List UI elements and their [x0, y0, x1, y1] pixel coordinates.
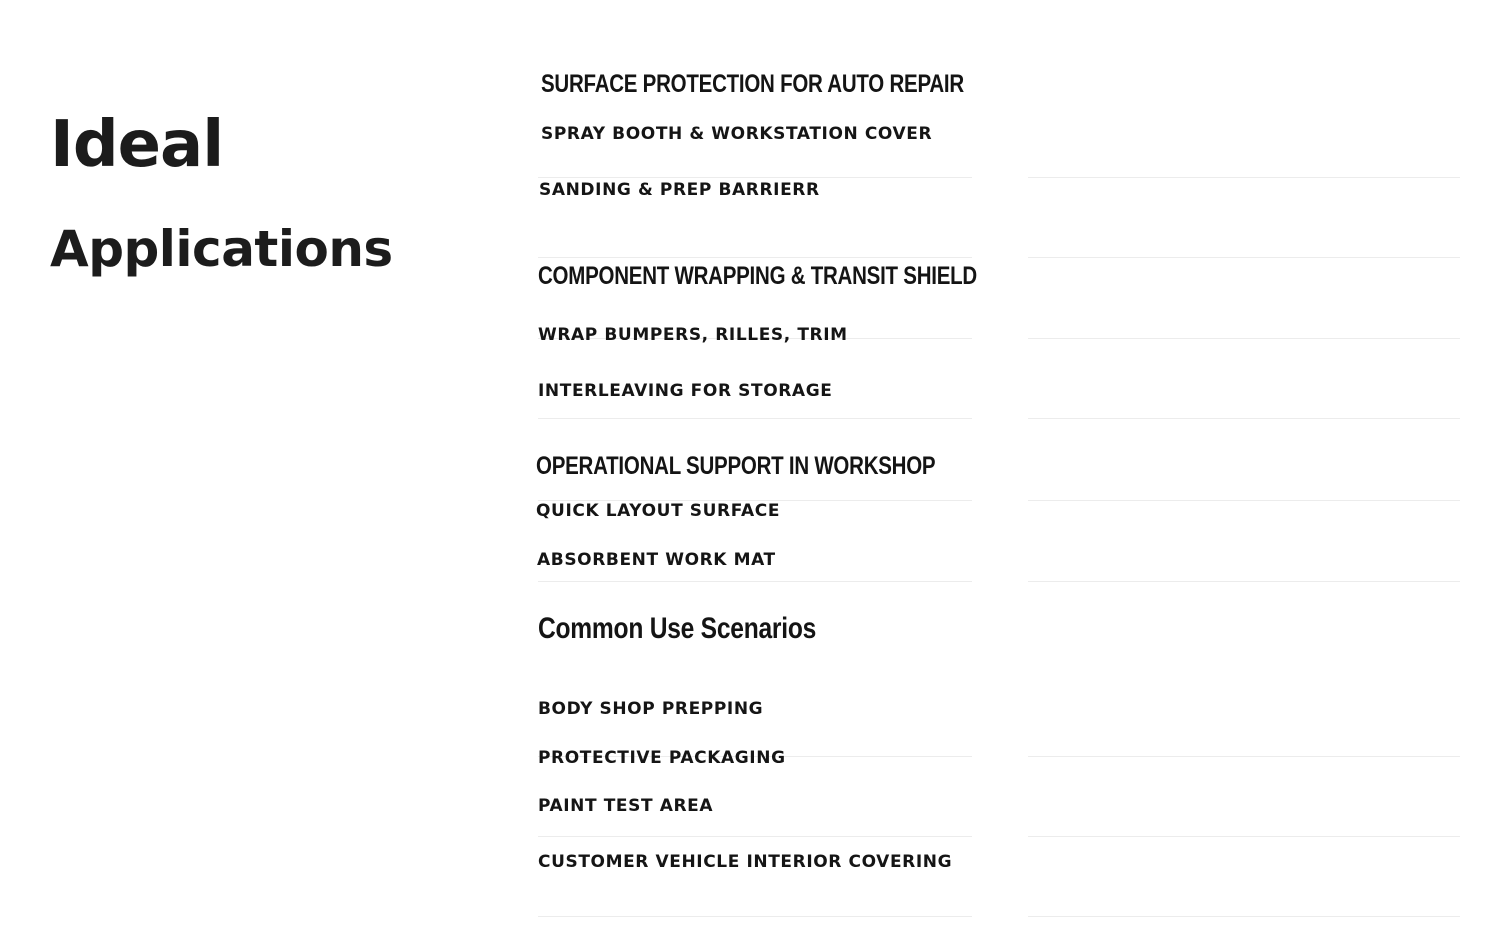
- divider: [1028, 257, 1460, 258]
- divider: [538, 581, 972, 582]
- divider: [538, 177, 972, 178]
- section-heading-component-wrapping: COMPONENT WRAPPING & TRANSIT SHIELD: [538, 262, 977, 290]
- divider: [538, 836, 972, 837]
- list-item: QUICK LAYOUT SURFACE: [536, 501, 781, 521]
- section-heading-surface-protection: SURFACE PROTECTION FOR AUTO REPAIR: [541, 70, 964, 98]
- divider: [1028, 177, 1460, 178]
- divider: [538, 916, 972, 917]
- list-item: PROTECTIVE PACKAGING: [538, 748, 786, 768]
- section-heading-common-use-scenarios: Common Use Scenarios: [538, 612, 817, 645]
- list-item: CUSTOMER VEHICLE INTERIOR COVERING: [538, 852, 953, 872]
- divider: [1028, 916, 1460, 917]
- list-item: WRAP BUMPERS, RILLES, TRIM: [538, 325, 848, 345]
- divider: [1028, 500, 1460, 501]
- list-item: INTERLEAVING FOR STORAGE: [538, 381, 833, 401]
- divider: [1028, 338, 1460, 339]
- list-item: PAINT TEST AREA: [538, 796, 714, 816]
- divider: [1028, 836, 1460, 837]
- section-heading-operational-support: OPERATIONAL SUPPORT IN WORKSHOP: [536, 452, 936, 480]
- divider: [1028, 756, 1460, 757]
- list-item: BODY SHOP PREPPING: [538, 699, 764, 719]
- divider: [1028, 581, 1460, 582]
- list-item: ABSORBENT WORK MAT: [537, 550, 776, 570]
- list-item: SPRAY BOOTH & WORKSTATION COVER: [541, 124, 933, 144]
- divider: [538, 418, 972, 419]
- list-item: SANDING & PREP BARRIERR: [539, 180, 820, 200]
- page-title-line-1: Ideal: [50, 108, 224, 182]
- page-title-line-2: Applications: [50, 220, 393, 278]
- divider: [538, 257, 972, 258]
- divider: [1028, 418, 1460, 419]
